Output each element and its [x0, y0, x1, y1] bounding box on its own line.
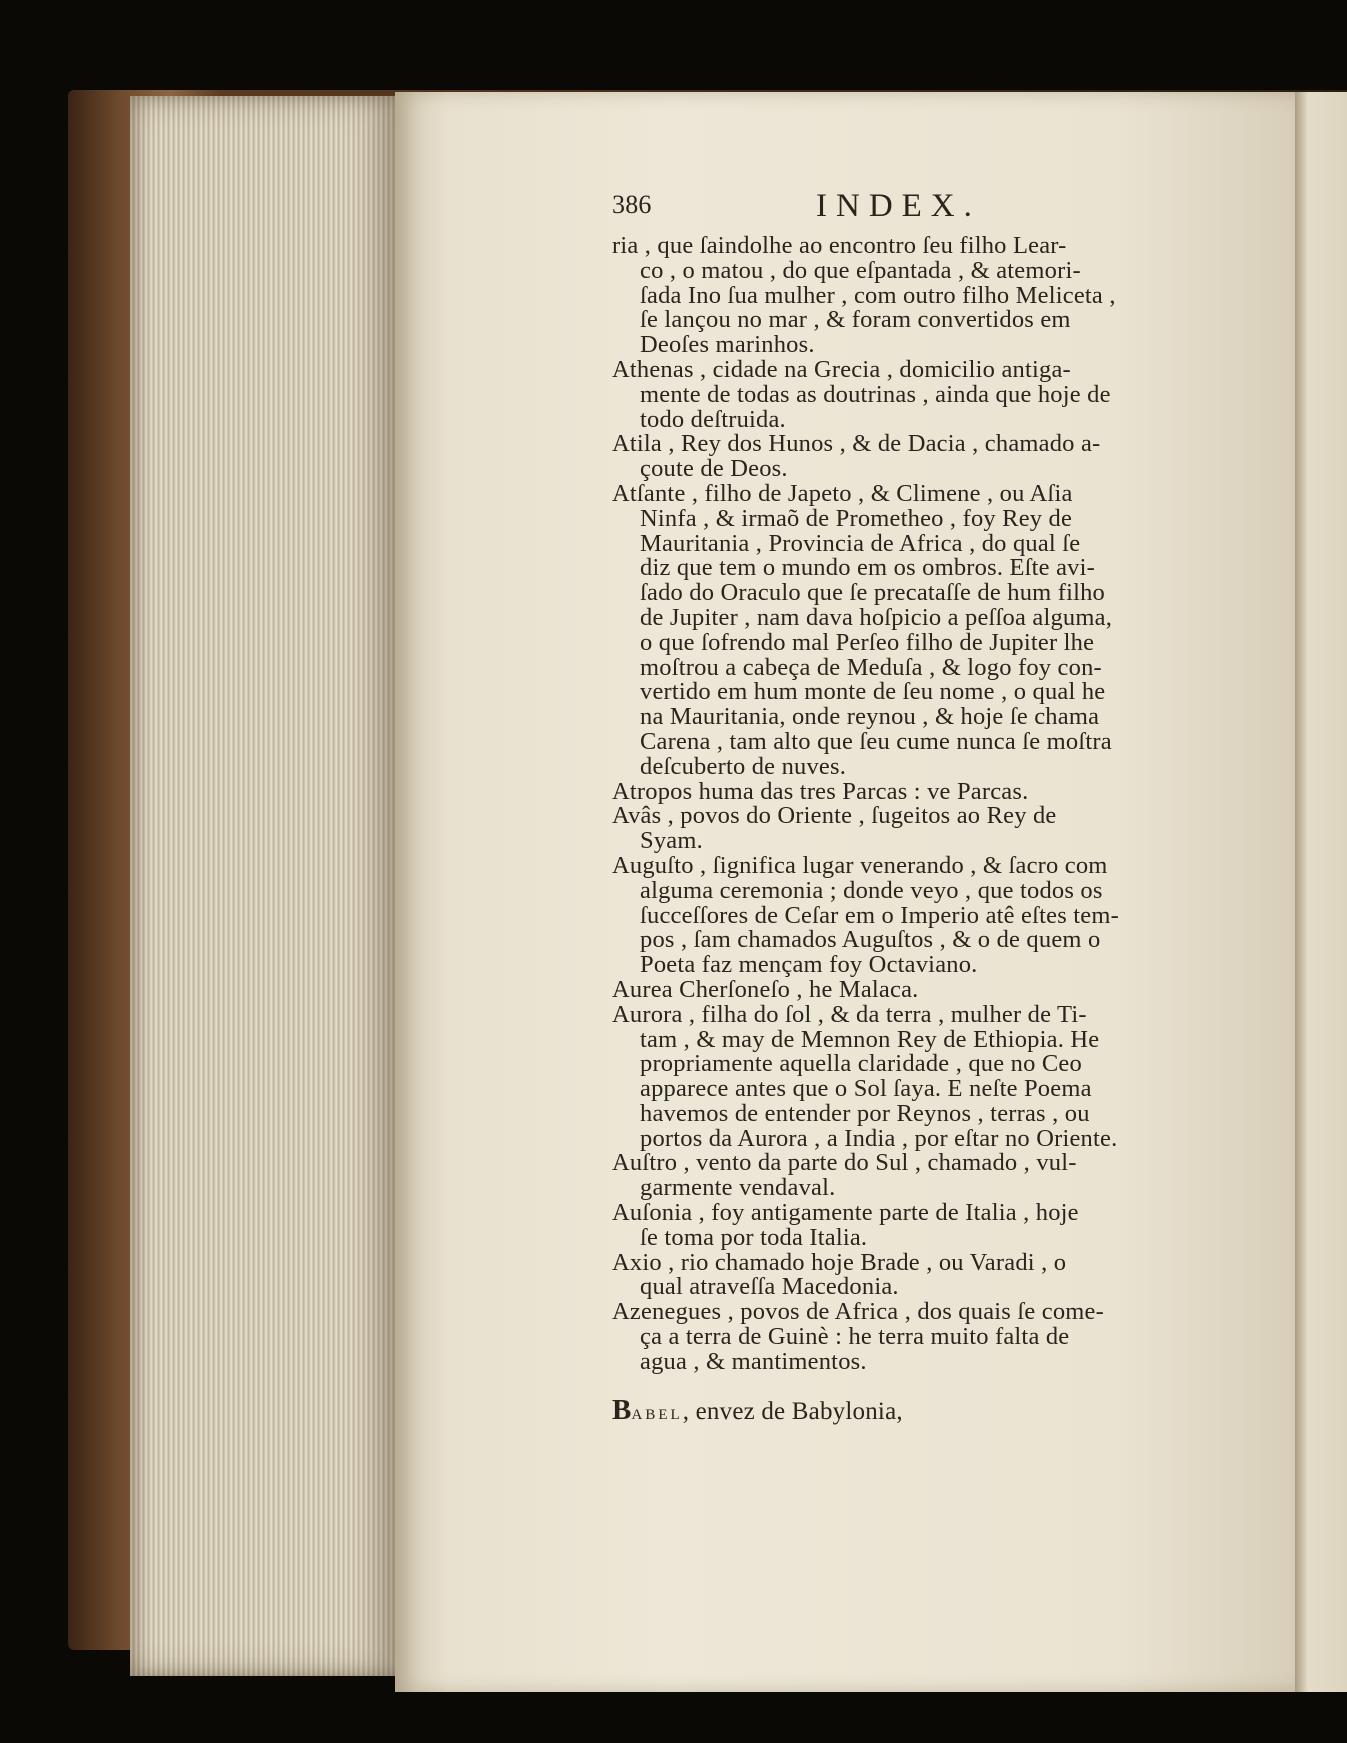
entry-line: Mauritania , Provincia de Africa , do qual ſe — [640, 529, 1081, 557]
entry-line: co , o matou , do que eſpantada , & atemori- — [640, 256, 1081, 284]
entry-line: ça a terra de Guinè : he terra muito falta de — [640, 1323, 1070, 1351]
entry-line: Aurora , filha do ſol , & da terra , mulher de Ti- — [612, 1000, 1087, 1028]
index-entry — [612, 1201, 1212, 1251]
entry-line: todo deſtruida. — [640, 405, 786, 433]
entry-line: diz que tem o mundo em os ombros. Eſte avi- — [640, 554, 1095, 582]
entry-line: de Jupiter , nam dava hoſpicio a peſſoa alguma, — [640, 603, 1113, 631]
index-entry — [612, 234, 1212, 358]
entry-line: qual atraveſſa Macedonia. — [640, 1273, 899, 1301]
entry-line: Atſante , filho de Japeto , & Climene , ou Aſia — [612, 479, 1073, 507]
entry-line: garmente vendaval. — [640, 1174, 836, 1202]
index-entry — [612, 1151, 1212, 1201]
entry-line: Aurea Cherſoneſo , he Malaca. — [612, 975, 919, 1003]
entry-line: apparece antes que o Sol ſaya. E neſte Poema — [640, 1075, 1092, 1103]
entry-line: vertido em hum monte de ſeu nome , o qual he — [640, 678, 1106, 706]
entry-line: portos da Aurora , a India , por eſtar no Oriente. — [640, 1124, 1118, 1152]
entry-line: ſucceſſores de Ceſar em o Imperio atê eſtes tem- — [640, 901, 1119, 929]
facing-page-edge — [1295, 92, 1347, 1692]
entry-line: havemos de entender por Reynos , terras , ou — [640, 1099, 1090, 1127]
entry-line: o que ſofrendo mal Perſeo filho de Jupiter lhe — [640, 628, 1095, 656]
page-edges — [130, 96, 400, 1676]
babel-entry — [612, 1393, 1212, 1426]
entry-line: ſada Ino ſua mulher , com outro filho Meliceta , — [640, 281, 1116, 309]
entry-line: Auguſto , ſignifica lugar venerando , & ſacro com — [612, 851, 1108, 879]
entry-line: na Mauritania, onde reynou , & hoje ſe chama — [640, 703, 1100, 731]
entry-line: Axio , rio chamado hoje Brade , ou Varadi , o — [612, 1248, 1067, 1276]
entry-line: agua , & mantimentos. — [640, 1347, 867, 1375]
entry-line: mente de todas as doutrinas , ainda que hoje de — [640, 380, 1111, 408]
entry-line: Athenas , cidade na Grecia , domicilio antiga- — [612, 355, 1071, 383]
entry-line: ria , que ſaindolhe ao encontro ſeu filho Lear- — [612, 232, 1067, 259]
index-entry — [612, 479, 1212, 780]
entry-line: Deoſes marinhos. — [640, 331, 815, 359]
index-entries — [612, 234, 1212, 1375]
page-number: 386 — [612, 190, 652, 219]
entry-line: Poeta faz mençam foy Octaviano. — [640, 951, 978, 979]
index-entry — [612, 432, 1212, 482]
index-entry — [612, 851, 1212, 979]
index-entry — [612, 1248, 1212, 1301]
entry-line: propriamente aquella claridade , que no Ceo — [640, 1050, 1082, 1078]
entry-line: tam , & may de Memnon Rey de Ethiopia. He — [640, 1025, 1100, 1053]
index-text — [612, 190, 1212, 1425]
entry-line: Atropos huma das tres Parcas : ve Parcas. — [612, 777, 1029, 805]
page-header — [612, 190, 1212, 230]
entry-line: Carena , tam alto que ſeu cume nunca ſe moſtra — [640, 727, 1112, 755]
index-entry — [612, 777, 1212, 805]
entry-line: ſado do Oraculo que ſe precataſſe de hum filho — [640, 579, 1105, 607]
entry-line: Atila , Rey dos Hunos , & de Dacia , chamado a- — [612, 430, 1101, 458]
index-entry — [612, 1300, 1212, 1374]
entry-line: deſcuberto de nuves. — [640, 752, 847, 780]
entry-line: Auſtro , vento da parte do Sul , chamado , vul- — [612, 1149, 1077, 1177]
index-entry — [612, 975, 1212, 1003]
entry-line: Avâs , povos do Oriente , ſugeitos ao Rey de — [612, 802, 1057, 830]
index-entry — [612, 355, 1212, 433]
index-entry — [612, 1000, 1212, 1152]
entry-line: Syam. — [640, 827, 703, 855]
entry-line: pos , ſam chamados Auguſtos , & o de quem o — [640, 926, 1101, 954]
index-entry — [612, 804, 1212, 854]
entry-line: Ninfa , & irmaõ de Prometheo , foy Rey de — [640, 504, 1073, 532]
entry-line: ſe toma por toda Italia. — [640, 1223, 868, 1251]
running-head: INDEX. — [816, 188, 981, 224]
entry-line: çoute de Deos. — [640, 455, 788, 483]
entry-line: Auſonia , foy antigamente parte de Italia , hoje — [612, 1199, 1079, 1227]
babel-head-word: abel — [631, 1398, 683, 1424]
babel-text: , envez de Babylonia, — [682, 1397, 903, 1425]
entry-line: moſtrou a cabeça de Meduſa , & logo foy con- — [640, 653, 1102, 681]
entry-line: Azenegues , povos de Africa , dos quais ſe come- — [612, 1298, 1104, 1326]
entry-line: alguma ceremonia ; donde veyo , que todos os — [640, 876, 1103, 904]
entry-line: ſe lançou no mar , & foram convertidos em — [640, 306, 1071, 334]
babel-initial: B — [612, 1393, 632, 1426]
